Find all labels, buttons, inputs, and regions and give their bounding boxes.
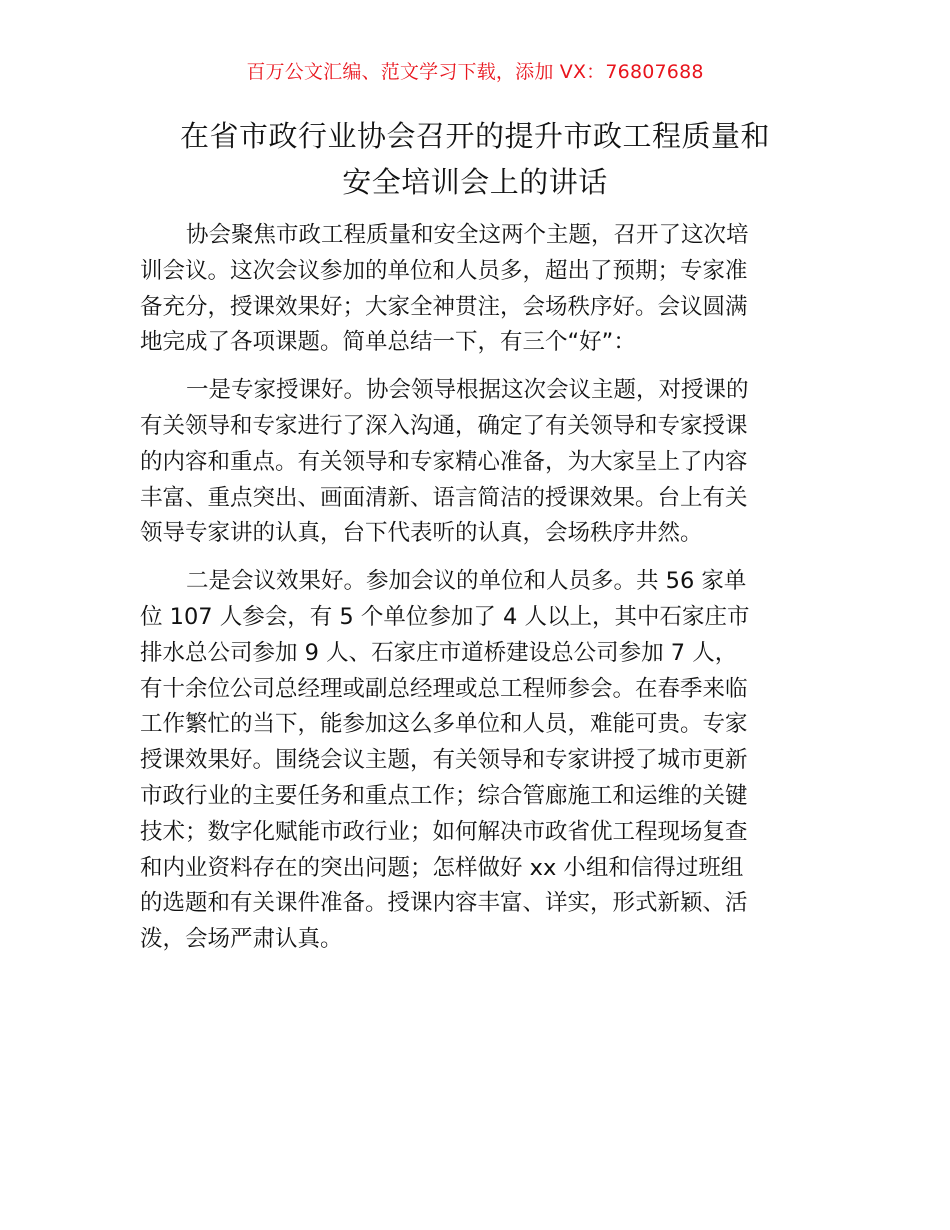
paragraph-intro <box>140 218 820 361</box>
paragraph-point-two <box>140 564 820 958</box>
text-line: 领导专家讲的认真，台下代表听的认真，会场秩序井然。 <box>140 520 703 547</box>
text-line: 备充分，授课效果好；大家全神贯注，会场秩序好。会议圆满 <box>140 293 748 320</box>
text-line: 的选题和有关课件准备。授课内容丰富、详实，形式新颖、活 <box>140 890 748 917</box>
text-line: 市政行业的主要任务和重点工作；综合管廊施工和运维的关键 <box>140 782 748 809</box>
text-line: 一是专家授课好。协会领导根据这次会议主题，对授课的 <box>186 377 749 404</box>
document-title <box>120 113 830 205</box>
text-line: 的内容和重点。有关领导和专家精心准备，为大家呈上了内容 <box>140 448 748 475</box>
title-line-2: 安全培训会上的讲话 <box>342 165 608 199</box>
paragraph-point-one <box>140 373 820 552</box>
text-line: 泼，会场严肃认真。 <box>140 926 343 953</box>
text-line: 协会聚焦市政工程质量和安全这两个主题，召开了这次培 <box>186 222 749 248</box>
title-line-1: 在省市政行业协会召开的提升市政工程质量和 <box>179 119 770 153</box>
promo-header: 百万公文汇编、范文学习下载，添加 VX：76807688 <box>246 61 704 83</box>
text-line: 有十余位公司总经理或副总经理或总工程师参会。在春季来临 <box>140 675 748 702</box>
text-line: 有关领导和专家进行了深入沟通，确定了有关领导和专家授课 <box>140 412 748 439</box>
text-line: 二是会议效果好。参加会议的单位和人员多。共 56 家单 <box>186 568 747 595</box>
text-line: 和内业资料存在的突出问题；怎样做好 xx 小组和信得过班组 <box>140 854 744 881</box>
text-line: 位 107 人参会，有 5 个单位参加了 4 人以上，其中石家庄市 <box>140 603 750 630</box>
document-body <box>140 218 820 970</box>
text-line: 技术；数字化赋能市政行业；如何解决市政省优工程现场复查 <box>140 818 748 845</box>
text-line: 排水总公司参加 9 人、石家庄市道桥建设总公司参加 7 人， <box>140 639 738 666</box>
text-line: 授课效果好。围绕会议主题，有关领导和专家讲授了城市更新 <box>140 747 748 774</box>
text-line: 地完成了各项课题。简单总结一下，有三个“好”： <box>140 329 636 356</box>
text-line: 工作繁忙的当下，能参加这么多单位和人员，难能可贵。专家 <box>140 711 748 738</box>
text-line: 训会议。这次会议参加的单位和人员多，超出了预期；专家准 <box>140 257 748 284</box>
text-line: 丰富、重点突出、画面清新、语言简洁的授课效果。台上有关 <box>140 484 748 511</box>
